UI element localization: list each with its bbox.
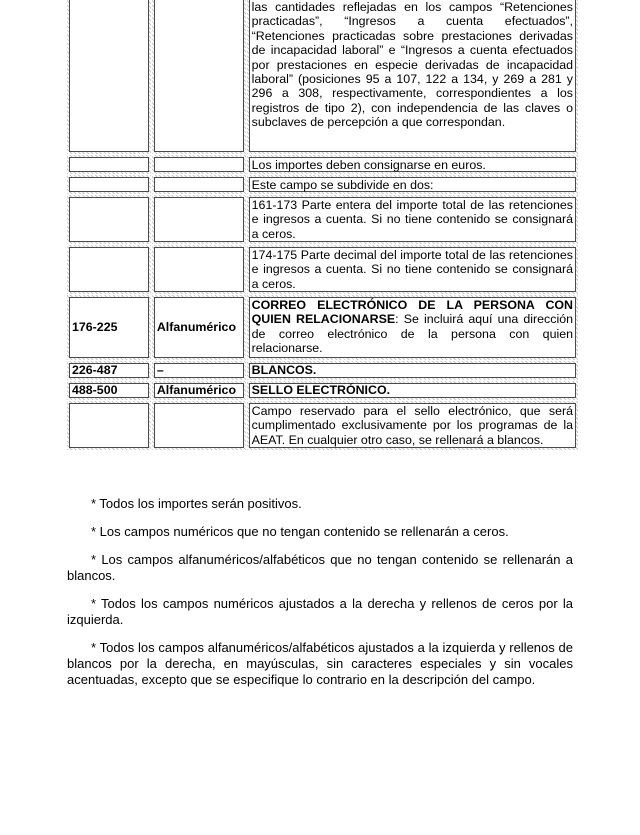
table-row	[67, 361, 578, 380]
table-row	[67, 245, 578, 294]
note-item: * Todos los importes serán positivos.	[91, 496, 302, 511]
note-item: * Todos los campos numéricos ajustados a la derecha y rellenos de ceros por la izquierda.	[67, 596, 573, 627]
note-item: * Todos los campos alfanuméricos/alfabéticos ajustados a la izquierda y rellenos de blancos por la derecha, en mayúsculas, sin caracteres especiales y sin vocales acentuadas, excepto que se especifique lo contrario en la descripción del campo.	[67, 640, 573, 687]
blancos-title: BLANCOS.	[249, 363, 576, 378]
note-item: * Los campos numéricos que no tengan contenido se rellenarán a ceros.	[91, 524, 509, 539]
sello-title: SELLO ELECTRÓNICO.	[249, 383, 576, 398]
type-cell: Alfanumérico	[154, 297, 244, 358]
integer-part-description: 161-173 Parte entera del importe total de las retenciones e ingresos a cuenta. Si no tiene contenido se consignará a ceros.	[249, 197, 576, 242]
table-row	[67, 401, 578, 450]
email-description	[249, 297, 576, 358]
euros-note: Los importes deben consignarse en euros.	[249, 157, 576, 172]
position-cell: 176-225	[69, 297, 149, 358]
email-text: : Se incluirá aquí una dirección de correo electrónico de la persona con quien relacionarse.	[251, 312, 573, 356]
sello-description: Campo reservado para el sello electrónico, que será cumplimentado exclusivamente por los programas de la AEAT. En cualquier otro caso, se rellenará a blancos.	[249, 403, 576, 448]
table-row	[67, 175, 578, 194]
email-title: CORREO ELECTRÓNICO DE LA PERSONA CON QUIEN RELACIONARSE	[251, 298, 573, 327]
field-spec-table	[67, 0, 578, 451]
position-cell: 488-500	[69, 383, 149, 398]
notes-list	[67, 496, 573, 688]
position-cell: 226-487	[69, 363, 149, 378]
type-cell: –	[154, 363, 244, 378]
decimal-part-description: 174-175 Parte decimal del importe total de las retenciones e ingresos a cuenta. Si no tiene contenido se consignará a ceros.	[249, 247, 576, 292]
description-continuation: las cantidades reflejadas en los campos “Retenciones practicadas”, “Ingresos a cuenta efectuados”, “Retenciones practicadas sobre prestaciones derivadas de incapacidad laboral” e “Ingresos a cuenta efectuados por prestaciones en especie derivadas de incapacidad laboral” (posiciones 95 a 107, 122 a 134, y 269 a 281 y 296 a 308, respectivamente, correspondientes a los registros de tipo 2), con independencia de las claves o subclaves de percepción a que correspondan.	[249, 0, 576, 152]
table-row	[67, 195, 578, 244]
subdivide-note: Este campo se subdivide en dos:	[249, 177, 576, 192]
note-item: * Los campos alfanuméricos/alfabéticos que no tengan contenido se rellenarán a blancos.	[67, 552, 573, 583]
table-row	[67, 381, 578, 400]
table-row	[67, 295, 578, 360]
type-cell: Alfanumérico	[154, 383, 244, 398]
table-row	[67, 0, 578, 154]
table-row	[67, 155, 578, 174]
